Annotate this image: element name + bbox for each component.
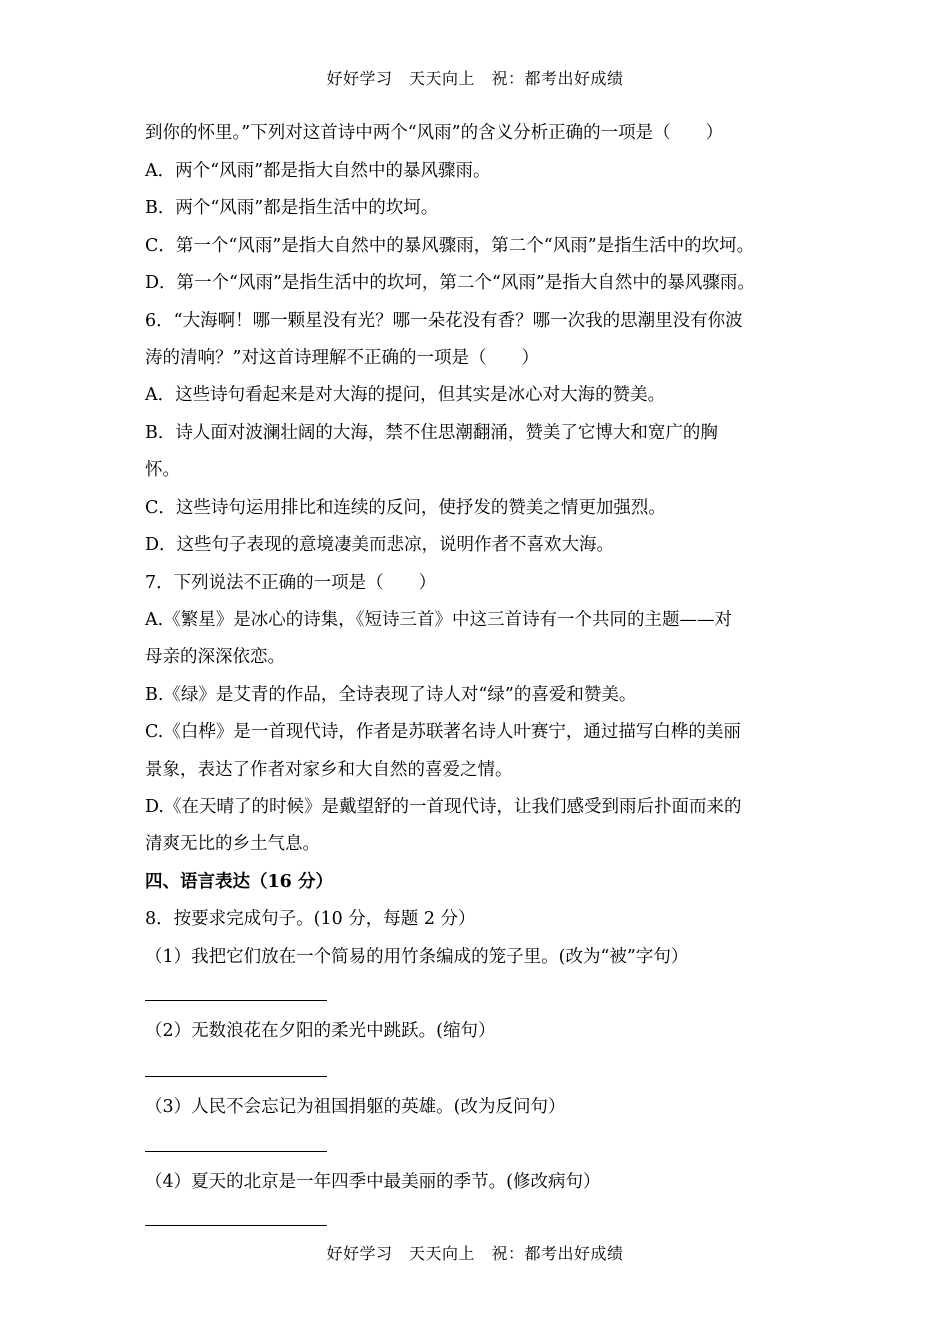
q6-option-d: D．这些句子表现的意境凄美而悲凉，说明作者不喜欢大海。 [145, 535, 615, 555]
q8-sentence-4: （4）夏天的北京是一年四季中最美丽的季节。(修改病句） [145, 1172, 601, 1192]
page-footer: 好好学习 天天向上 祝：都考出好成绩 [326, 1244, 624, 1263]
q8-sentence-1: （1）我把它们放在一个简易的用竹条编成的笼子里。(改为“被”字句） [145, 947, 689, 967]
q8-answer-line-4[interactable] [145, 1225, 327, 1226]
q5-stem-continuation: 到你的怀里。”下列对这首诗中两个“风雨”的含义分析正确的一项是（ ） [145, 123, 724, 143]
q8-answer-line-1[interactable] [145, 1000, 327, 1001]
q6-option-c: C．这些诗句运用排比和连续的反问，使抒发的赞美之情更加强烈。 [145, 498, 666, 518]
page-header: 好好学习 天天向上 祝：都考出好成绩 [326, 69, 624, 88]
q7-stem: 7．下列说法不正确的一项是（ ） [145, 573, 437, 593]
q8-sentence-2: （2）无数浪花在夕阳的柔光中跳跃。(缩句） [145, 1021, 496, 1041]
q5-option-b: B．两个“风雨”都是指生活中的坎坷。 [145, 198, 439, 218]
q6-stem-line-1: 6．“大海啊！哪一颗星没有光？哪一朵花没有香？哪一次我的思潮里没有你波 [145, 311, 743, 331]
q6-option-a: A．这些诗句看起来是对大海的提问，但其实是冰心对大海的赞美。 [145, 385, 666, 405]
q7-option-a-line-1: A.《繁星》是冰心的诗集，《短诗三首》中这三首诗有一个共同的主题——对 [145, 610, 732, 630]
q8-stem: 8．按要求完成句子。(10 分，每题 2 分） [145, 909, 476, 929]
q8-sentence-3: （3）人民不会忘记为祖国捐躯的英雄。(改为反问句） [145, 1097, 566, 1117]
q6-stem-line-2: 涛的清响？”对这首诗理解不正确的一项是（ ） [145, 348, 539, 368]
q8-answer-line-3[interactable] [145, 1151, 327, 1152]
q7-option-b: B.《绿》是艾青的作品，全诗表现了诗人对“绿”的喜爱和赞美。 [145, 685, 637, 705]
q6-option-b-line-2: 怀。 [145, 460, 180, 480]
q7-option-d-line-1: D.《在天晴了的时候》是戴望舒的一首现代诗，让我们感受到雨后扑面而来的 [145, 797, 742, 817]
q7-option-c-line-2: 景象，表达了作者对家乡和大自然的喜爱之情。 [145, 760, 513, 780]
q5-option-a: A．两个“风雨”都是指大自然中的暴风骤雨。 [145, 161, 491, 181]
q6-option-b-line-1: B．诗人面对波澜壮阔的大海，禁不住思潮翻涌，赞美了它博大和宽广的胸 [145, 423, 718, 443]
q5-option-c: C．第一个“风雨”是指大自然中的暴风骤雨，第二个“风雨”是指生活中的坎坷。 [145, 236, 755, 256]
q7-option-a-line-2: 母亲的深深依恋。 [145, 647, 285, 667]
q7-option-c-line-1: C.《白桦》是一首现代诗，作者是苏联著名诗人叶赛宁，通过描写白桦的美丽 [145, 722, 741, 742]
section-4-title: 四、语言表达（16 分） [145, 872, 333, 892]
q5-option-d: D．第一个“风雨”是指生活中的坎坷，第二个“风雨”是指大自然中的暴风骤雨。 [145, 273, 755, 293]
q8-answer-line-2[interactable] [145, 1076, 327, 1077]
q7-option-d-line-2: 清爽无比的乡土气息。 [145, 834, 320, 854]
